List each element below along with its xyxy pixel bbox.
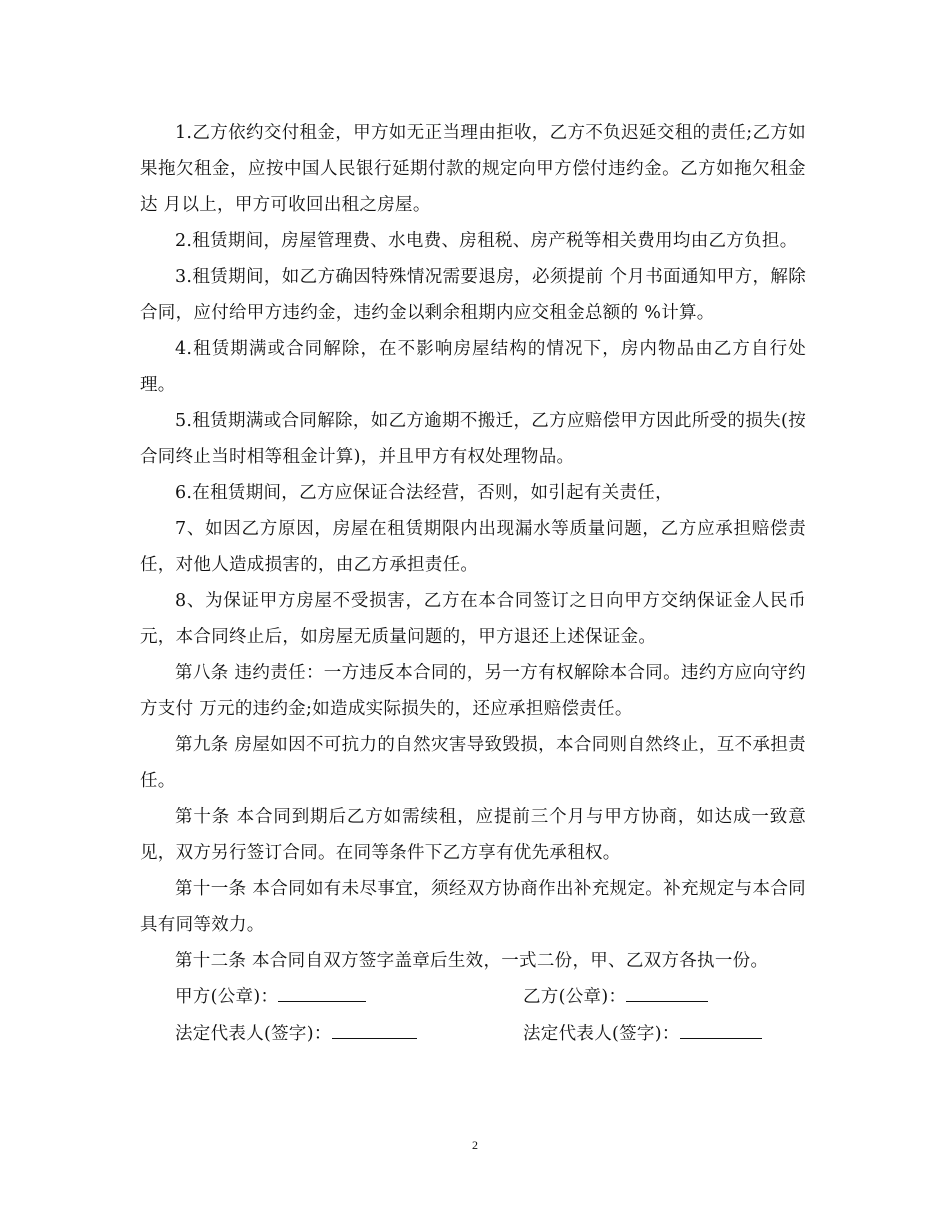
article-12-effect: 第十二条 本合同自双方签字盖章后生效，一式二份，甲、乙双方各执一份。 — [175, 951, 769, 971]
party-b-rep-blank — [680, 1020, 762, 1039]
article-10-renewal: 第十条 本合同到期后乙方如需续租，应提前三个月与甲方协商，如达成一致意见，双方另行签订合同。在同等条件下乙方享有优先承租权。 — [140, 807, 806, 863]
paragraph-7: 7、如因乙方原因，房屋在租赁期限内出现漏水等质量问题，乙方应承担赔偿责任，对他人造成损害的，由乙方承担责任。 — [140, 519, 806, 575]
page-number: 2 — [472, 1138, 478, 1152]
party-a-rep-label: 法定代表人(签字)： — [175, 1024, 332, 1044]
article-9-force-majeure: 第九条 房屋如因不可抗力的自然灾害导致毁损，本合同则自然终止，互不承担责任。 — [140, 735, 806, 791]
paragraph-6: 6.在租赁期间，乙方应保证合法经营，否则，如引起有关责任， — [175, 483, 673, 503]
party-a-representative — [175, 1016, 523, 1053]
article-11-supplement: 第十一条 本合同如有未尽事宜，须经双方协商作出补充规定。补充规定与本合同具有同等效力。 — [140, 879, 806, 935]
document-body — [140, 115, 806, 1053]
paragraph-5: 5.租赁期满或合同解除，如乙方逾期不搬迁，乙方应赔偿甲方因此所受的损失(按合同终止当时相等租金计算)，并且甲方有权处理物品。 — [140, 411, 806, 467]
party-a-seal-blank — [278, 983, 366, 1002]
paragraph-1: 1.乙方依约交付租金，甲方如无正当理由拒收，乙方不负迟延交租的责任;乙方如果拖欠租金，应按中国人民银行延期付款的规定向甲方偿付违约金。乙方如拖欠租金达 月以上，甲方可收回出租之房屋。 — [140, 123, 806, 215]
party-b-seal-label: 乙方(公章)： — [523, 987, 627, 1007]
paragraph-2: 2.租赁期间，房屋管理费、水电费、房租税、房产税等相关费用均由乙方负担。 — [175, 231, 798, 251]
paragraph-3: 3.租赁期间，如乙方确因特殊情况需要退房，必须提前 个月书面通知甲方，解除合同，应付给甲方违约金，违约金以剩余租期内应交租金总额的 %计算。 — [140, 267, 806, 323]
party-b-seal-blank — [626, 983, 708, 1002]
party-a-rep-blank — [332, 1020, 417, 1039]
signature-row-representative — [140, 1016, 806, 1053]
article-8-breach: 第八条 违约责任：一方违反本合同的，另一方有权解除本合同。违约方应向守约方支付 万元的违约金;如造成实际损失的，还应承担赔偿责任。 — [140, 663, 806, 719]
party-b-rep-label: 法定代表人(签字)： — [523, 1024, 680, 1044]
paragraph-8: 8、为保证甲方房屋不受损害，乙方在本合同签订之日向甲方交纳保证金人民币 元，本合同终止后，如房屋无质量问题的，甲方退还上述保证金。 — [140, 591, 806, 647]
party-b-representative — [523, 1016, 762, 1053]
party-b-seal — [523, 979, 708, 1016]
party-a-seal-label: 甲方(公章)： — [175, 987, 279, 1007]
paragraph-4: 4.租赁期满或合同解除，在不影响房屋结构的情况下，房内物品由乙方自行处理。 — [140, 339, 806, 395]
party-a-seal — [175, 979, 523, 1016]
signature-row-seal — [140, 979, 806, 1016]
